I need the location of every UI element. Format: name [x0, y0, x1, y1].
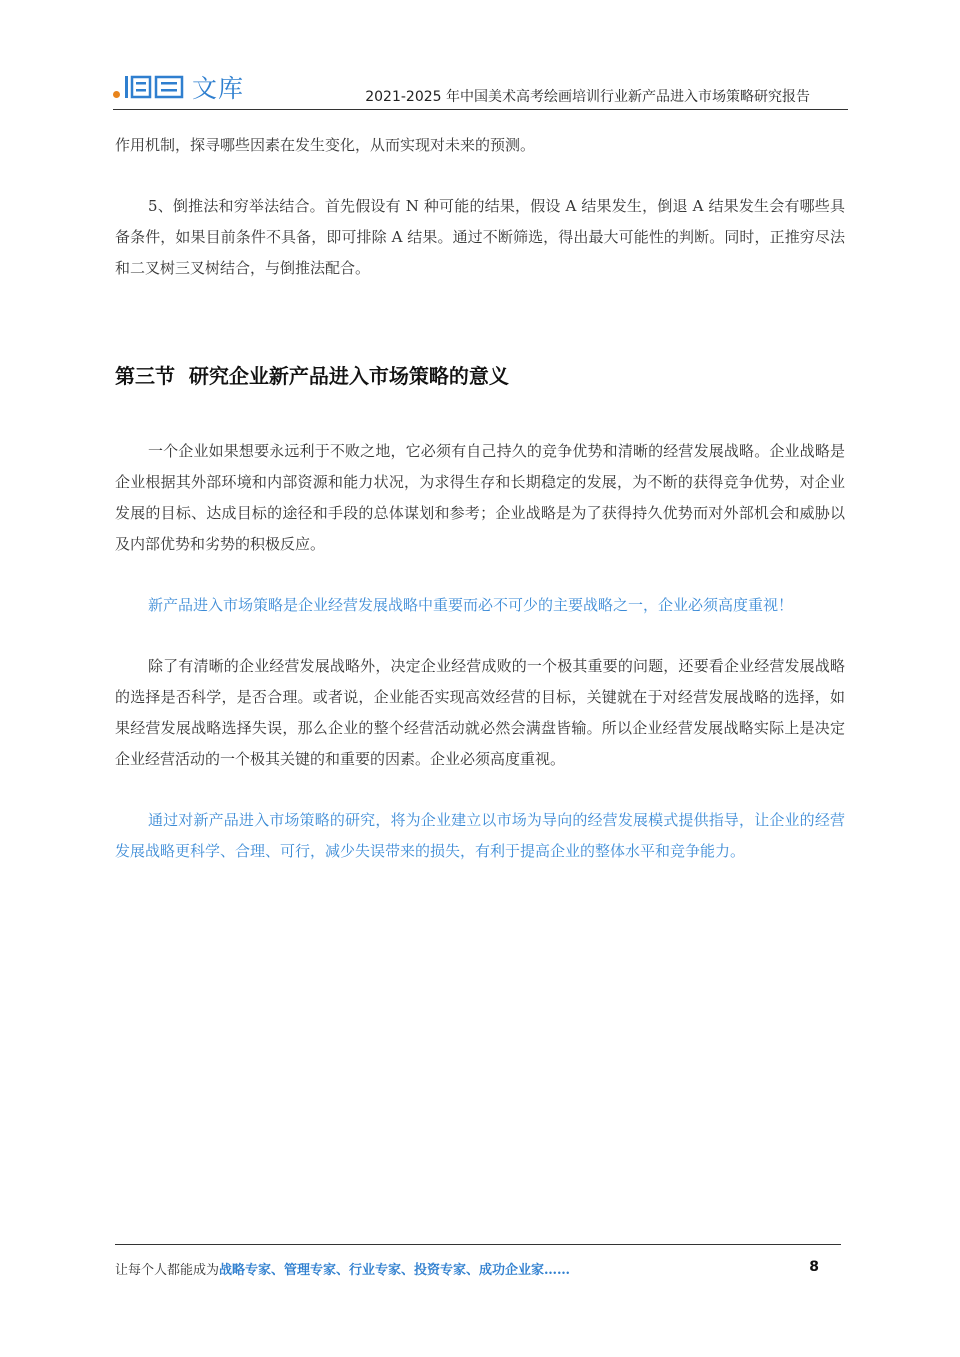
logo-mark-icon: [124, 74, 186, 100]
report-title: 2021-2025 年中国美术高考绘画培训行业新产品进入市场策略研究报告: [365, 89, 810, 105]
paragraph-strategy-choice: 除了有清晰的企业经营发展战略外，决定企业经营成败的一个极其重要的问题，还要看企业经营发展战略的选择是否科学，是否合理。或者说，企业能否实现高效经营的目标，关键就在于对经营发展战略的选择，如果经营发展战略选择失误，那么企业的整个经营活动就必然会满盘皆输。所以企业经营发展战略实际上是决定企业经营活动的一个极其关键的和重要的因素。企业必须高度重视。: [115, 657, 845, 768]
main-content: [115, 130, 845, 867]
logo: [113, 70, 244, 104]
highlight-paragraph-1: 新产品进入市场策略是企业经营发展战略中重要而必不可少的主要战略之一，企业必须高度重视！: [148, 596, 794, 614]
paragraph-continuation: 作用机制，探寻哪些因素在发生变化，从而实现对未来的预测。: [115, 136, 536, 154]
footer-roles-text: 战略专家、管理专家、行业专家、投资专家、成功企业家……: [219, 1263, 571, 1278]
section-title: 第三节 研究企业新产品进入市场策略的意义: [115, 364, 509, 388]
header-divider: [113, 109, 848, 110]
page-number: 8: [809, 1259, 819, 1275]
footer-divider: [115, 1244, 841, 1245]
highlight-paragraph-2: 通过对新产品进入市场策略的研究，将为企业建立以市场为导向的经营发展模式提供指导，让企业的经营发展战略更科学、合理、可行，减少失误带来的损失，有利于提高企业的整体水平和竞争能力。: [115, 811, 845, 860]
paragraph-method-5: 5、倒推法和穷举法结合。首先假设有 N 种可能的结果，假设 A 结果发生，倒退 A 结果发生会有哪些具备条件，如果目前条件不具备，即可排除 A 结果。通过不断筛选，得出最大可能性的判断。同时，正推穷尽法和二叉树三叉树结合，与倒推法配合。: [115, 197, 845, 277]
logo-text: 文库: [192, 74, 245, 103]
page-footer: [115, 1259, 841, 1281]
footer-lead-text: 让每个人都能成为: [115, 1263, 220, 1278]
paragraph-strategy: 一个企业如果想要永远利于不败之地，它必须有自己持久的竞争优势和清晰的经营发展战略。企业战略是企业根据其外部环境和内部资源和能力状况，为求得生存和长期稳定的发展，为不断的获得竞争优势，对企业发展的目标、达成目标的途径和手段的总体谋划和参考；企业战略是为了获得持久优势而对外部机会和威胁以及内部优势和劣势的积极反应。: [115, 442, 845, 553]
logo-dot-icon: [113, 91, 120, 98]
page-header: [113, 64, 848, 110]
